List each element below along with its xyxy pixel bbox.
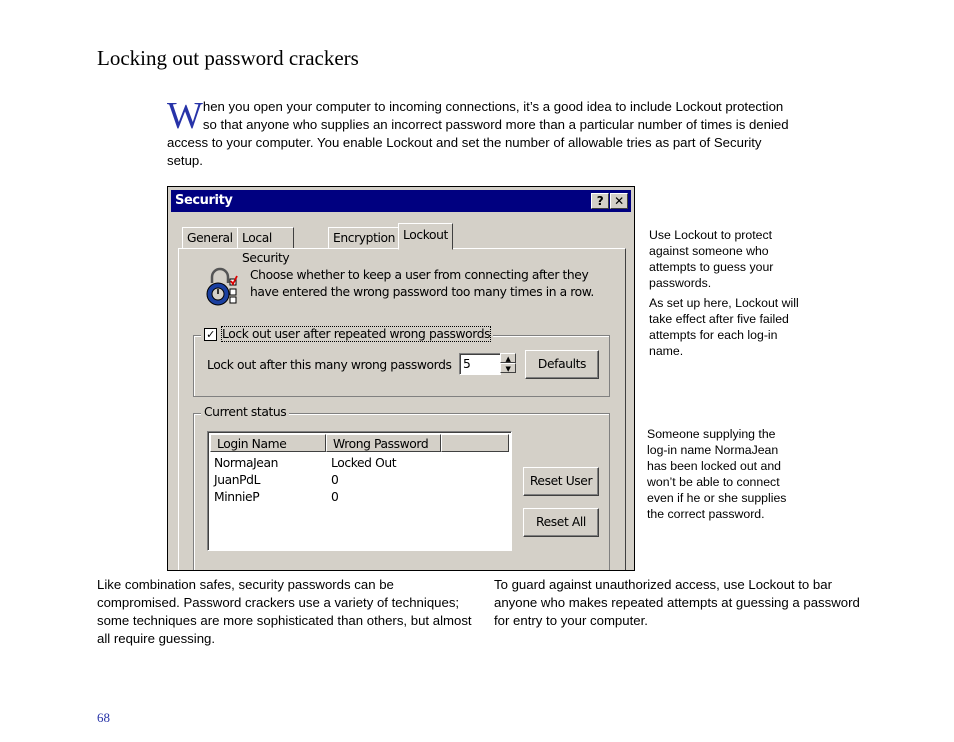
bottom-right-paragraph: To guard against unauthorized access, use Lockout to bar anyone who makes repeated attempts at guessing a password for entry to your computer. — [494, 577, 860, 628]
lockout-description: Choose whether to keep a user from connecting after they have entered the wrong password too many times in a row. — [250, 268, 594, 299]
row-login: NormaJean — [214, 456, 278, 470]
bottom-left-paragraph: Like combination safes, security passwords can be compromised. Password crackers use a variety of techniques; some techniques are more sophisticated than others, but almost all require guessing. — [97, 577, 472, 646]
table-row[interactable] — [214, 455, 514, 472]
lockout-checkbox-label[interactable]: Lock out user after repeated wrong passwords — [222, 327, 491, 341]
drop-cap: W — [167, 95, 203, 137]
table-row[interactable] — [214, 472, 514, 489]
tab-encryption[interactable]: Encryption — [328, 227, 400, 249]
row-login: MinnieP — [214, 490, 260, 504]
attempts-label: Lock out after this many wrong passwords — [207, 358, 452, 372]
spin-up-icon[interactable]: ▲ — [500, 353, 516, 363]
row-wrong: Locked Out — [331, 456, 397, 470]
intro-text: hen you open your computer to incoming connections, it’s a good idea to include Lockout protection so that anyone who supplies an incorrect password more than a particular number of times is denied access to your computer. You enable Lockout and set the number of allowable tries as part of Security setup. — [167, 99, 789, 168]
side-note-3: Someone supplying the log-in name NormaJean has been locked out and won’t be able to connect even if he or she supplies the correct password. — [647, 427, 787, 521]
side-note-2: As set up here, Lockout will take effect after five failed attempts for each log-in name. — [649, 296, 799, 358]
help-button[interactable]: ? — [591, 193, 609, 209]
side-note-1: Use Lockout to protect against someone who attempts to guess your passwords. — [649, 228, 774, 290]
security-dialog — [167, 186, 635, 571]
lockout-checkbox[interactable]: ✓ — [204, 328, 217, 341]
side-notes-top — [649, 227, 799, 363]
row-wrong: 0 — [331, 473, 339, 487]
current-status-label: Current status — [201, 405, 289, 419]
dialog-titlebar — [171, 190, 631, 212]
reset-all-button[interactable]: Reset All — [523, 508, 599, 537]
side-notes-bottom — [647, 426, 799, 526]
table-row[interactable] — [214, 489, 514, 506]
intro-paragraph — [167, 95, 792, 170]
row-wrong: 0 — [331, 490, 339, 504]
dialog-title: Security — [175, 193, 233, 208]
tab-local-security[interactable]: Local Security — [237, 227, 294, 249]
page-number: 68 — [97, 710, 110, 725]
close-button[interactable]: ✕ — [610, 193, 628, 209]
spin-down-icon[interactable]: ▼ — [500, 363, 516, 373]
column-blank — [441, 434, 509, 452]
column-wrong-password[interactable]: Wrong Password — [326, 434, 441, 452]
status-listview[interactable] — [207, 431, 512, 551]
tab-general[interactable]: General — [182, 227, 238, 249]
reset-user-button[interactable]: Reset User — [523, 467, 599, 496]
tab-lockout[interactable]: Lockout — [398, 223, 453, 250]
column-login-name[interactable]: Login Name — [210, 434, 326, 452]
section-heading: Locking out password crackers — [97, 46, 359, 70]
padlock-icon — [204, 267, 240, 307]
defaults-button[interactable]: Defaults — [525, 350, 599, 379]
lockout-checkbox-row[interactable] — [201, 327, 493, 341]
attempts-input[interactable]: 5 — [459, 353, 501, 375]
attempts-spinner[interactable] — [500, 353, 516, 373]
row-login: JuanPdL — [214, 473, 261, 487]
